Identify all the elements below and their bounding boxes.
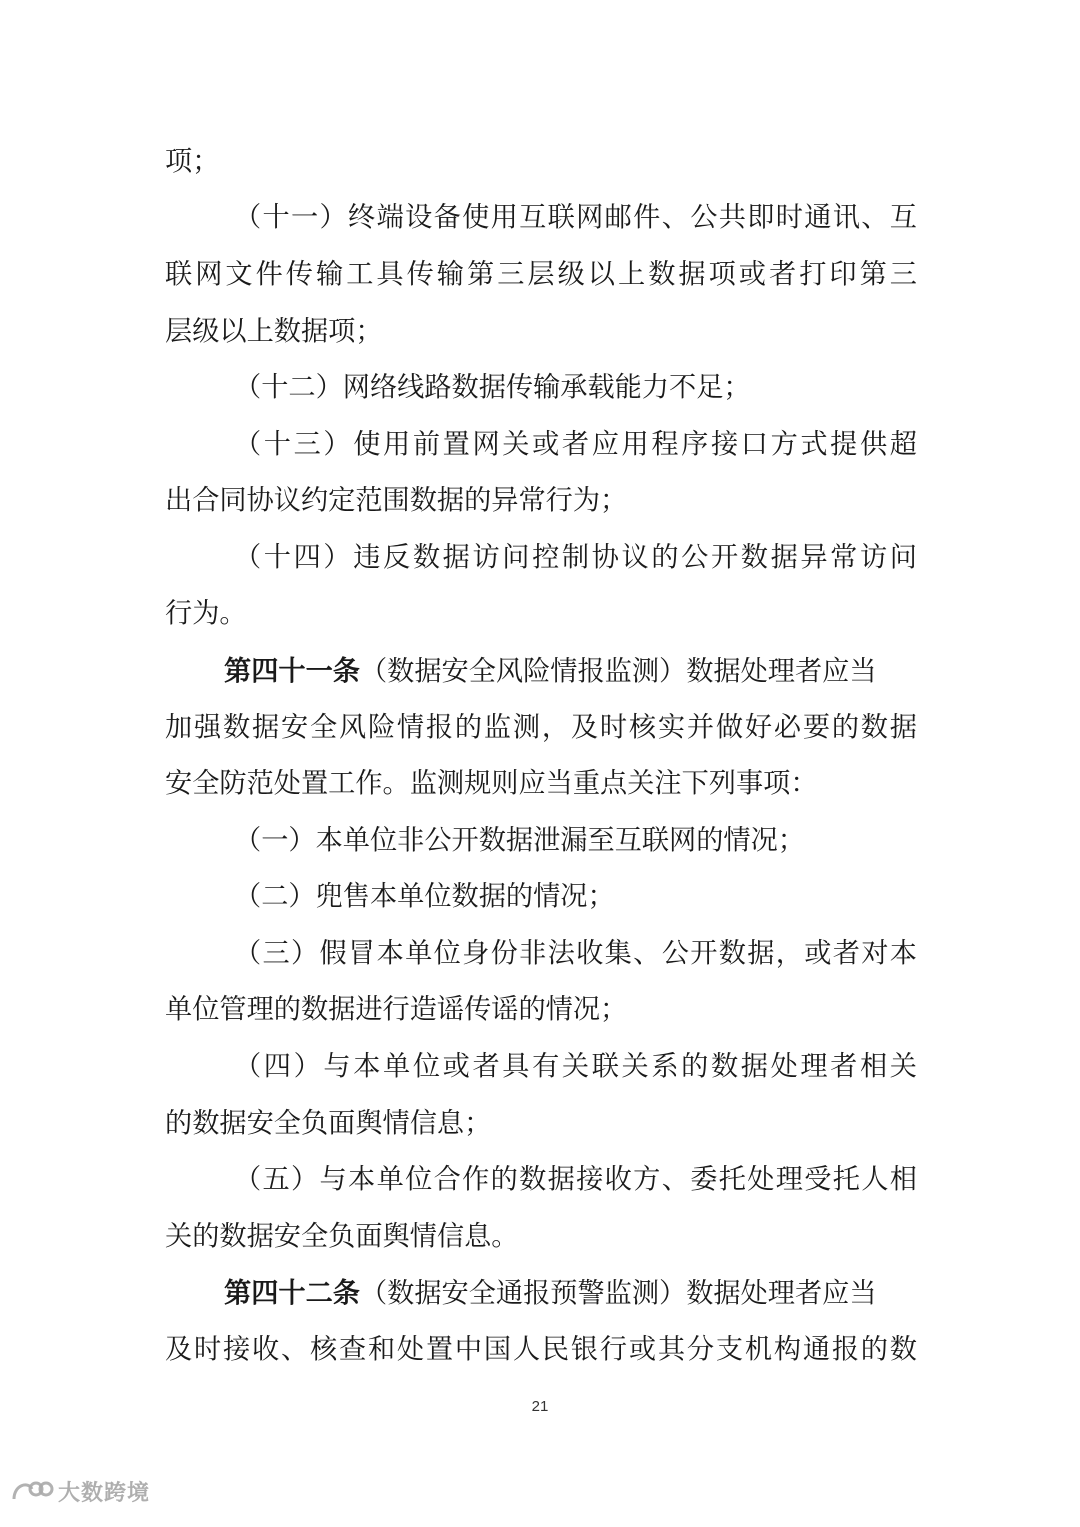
article-title: 第四十一条 <box>224 655 360 687</box>
text-line: （数据安全通报预警监测）数据处理者应当 <box>359 1278 877 1309</box>
text-line: 联网文件传输工具传输第三层级以上数据项或者打印第三 <box>165 259 917 290</box>
text-line: （十一）终端设备使用互联网邮件、公共即时通讯、互 <box>234 202 917 233</box>
text-line: 加强数据安全风险情报的监测，及时核实并做好必要的数据 <box>165 712 917 743</box>
text-line: 行为。 <box>165 598 247 629</box>
text-line: 层级以上数据项； <box>165 316 383 347</box>
article-41-first-line <box>224 651 917 691</box>
text-line: （十四）违反数据访问控制协议的公开数据异常访问 <box>234 542 917 573</box>
text-line: （一）本单位非公开数据泄漏至互联网的情况； <box>234 825 805 856</box>
text-line: 关的数据安全负面舆情信息。 <box>165 1221 519 1252</box>
watermark <box>10 1474 150 1508</box>
text-line: （二）兜售本单位数据的情况； <box>234 881 615 912</box>
logo-icon <box>10 1477 54 1505</box>
article-42-first-line <box>224 1273 917 1313</box>
page-number: 21 <box>531 1398 549 1415</box>
text-line: （数据安全风险情报监测）数据处理者应当 <box>359 656 877 687</box>
text-line: （三）假冒本单位身份非法收集、公开数据，或者对本 <box>234 938 917 969</box>
text-line: 的数据安全负面舆情信息； <box>165 1108 492 1139</box>
text-line: 及时接收、核查和处置中国人民银行或其分支机构通报的数 <box>165 1334 917 1365</box>
watermark-text: 大数跨境 <box>58 1480 151 1506</box>
text-line: （十二）网络线路数据传输承载能力不足； <box>234 372 751 403</box>
text-line: 安全防范处置工作。监测规则应当重点关注下列事项： <box>165 768 818 799</box>
text-line: （五）与本单位合作的数据接收方、委托处理受托人相 <box>234 1164 917 1195</box>
text-line: （十三）使用前置网关或者应用程序接口方式提供超 <box>234 429 917 460</box>
text-line: 单位管理的数据进行造谣传谣的情况； <box>165 994 628 1025</box>
text-line: 出合同协议约定范围数据的异常行为； <box>165 485 628 516</box>
article-title: 第四十二条 <box>224 1277 360 1309</box>
text-line: 项； <box>165 146 220 177</box>
text-line: （四）与本单位或者具有关联关系的数据处理者相关 <box>234 1051 917 1082</box>
